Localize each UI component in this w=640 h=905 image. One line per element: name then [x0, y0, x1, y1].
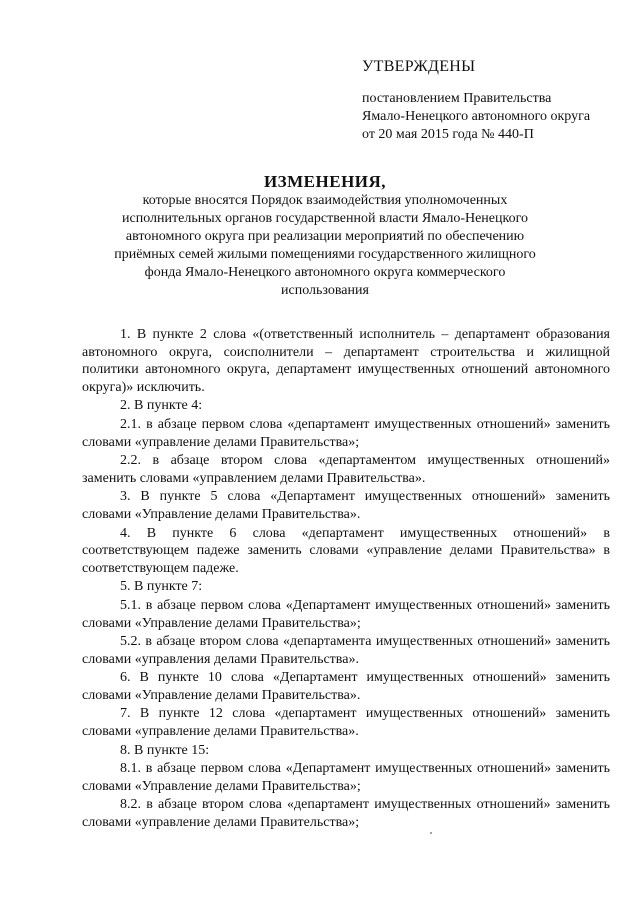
paragraph-5: 5. В пункте 7:: [120, 579, 203, 595]
approval-line-3: от 20 мая 2015 года № 440-П: [362, 127, 534, 142]
heading-line-6: использования: [281, 283, 369, 298]
approval-line-1: постановлением Правительства: [362, 91, 552, 106]
paragraph-5-1: 5.1. в абзаце первом слова «Департамент имущественных отношений» заменить словами «Управление делами Правительства»;: [82, 597, 610, 631]
approval-block: [362, 58, 622, 144]
heading-line-1: которые вносятся Порядок взаимодействия уполномоченных: [142, 193, 508, 208]
paragraph-2-2: 2.2. в абзаце втором слова «департаментом имущественных отношений» заменить словами «управлением делами Правительства».: [82, 453, 610, 486]
paragraph-8-2: 8.2. в абзаце втором слова «департамент имущественных отношений» заменить словами «управление делами Правительства»;: [82, 797, 610, 831]
heading-line-5: фонда Ямало-Ненецкого автономного округа коммерческого: [144, 265, 506, 280]
paragraph-5-2: 5.2. в абзаце втором слова «департамента имущественных отношений» заменить словами «управления делами Правительства».: [82, 634, 610, 667]
paragraph-2: 2. В пункте 4:: [120, 398, 203, 414]
heading-line-2: исполнительных органов государственной власти Ямало-Ненецкого: [122, 211, 528, 226]
paragraph-6: 6. В пункте 10 слова «Департамент имущественных отношений» заменить словами «Управление делами Правительства».: [82, 670, 610, 703]
amendments-body: [82, 326, 610, 833]
paragraph-8-1: 8.1. в абзаце первом слова «Департамент имущественных отношений» заменить словами «Управление делами Правительства»;: [82, 761, 610, 794]
paragraph-3: 3. В пункте 5 слова «Департамент имущественных отношений» заменить словами «Управление делами Правительства».: [82, 489, 610, 522]
paragraph-7: 7. В пункте 12 слова «департамент имущественных отношений» заменить словами «управление делами Правительства».: [82, 706, 610, 740]
paragraph-8: 8. В пункте 15:: [120, 742, 210, 758]
approval-stamp: УТВЕРЖДЕНЫ: [362, 58, 476, 75]
paragraph-1: 1. В пункте 2 слова «(ответственный исполнитель – департамент образования автономного округа, соисполнители – департамент строительства и жилищной политики автономного округа, департамент имущественных отношений автономного округа)» исключить.: [82, 327, 610, 395]
approval-line-2: Ямало-Ненецкого автономного округа: [362, 109, 591, 124]
document-heading: [90, 172, 560, 300]
paragraph-2-1: 2.1. в абзаце первом слова «департамент имущественных отношений» заменить словами «управление делами Правительства»;: [82, 416, 610, 450]
heading-line-3: автономного округа при реализации мероприятий по обеспечению: [125, 229, 525, 244]
scan-speck: [430, 832, 432, 834]
paragraph-4: 4. В пункте 6 слова «департамент имущественных отношений» в соответствующем падеже заменить словами «управление делами Правительства» в соответствующем падеже.: [82, 525, 610, 576]
heading-line-4: приёмных семей жилыми помещениями государственного жилищного: [114, 247, 536, 262]
document-title: ИЗМЕНЕНИЯ,: [263, 172, 387, 191]
